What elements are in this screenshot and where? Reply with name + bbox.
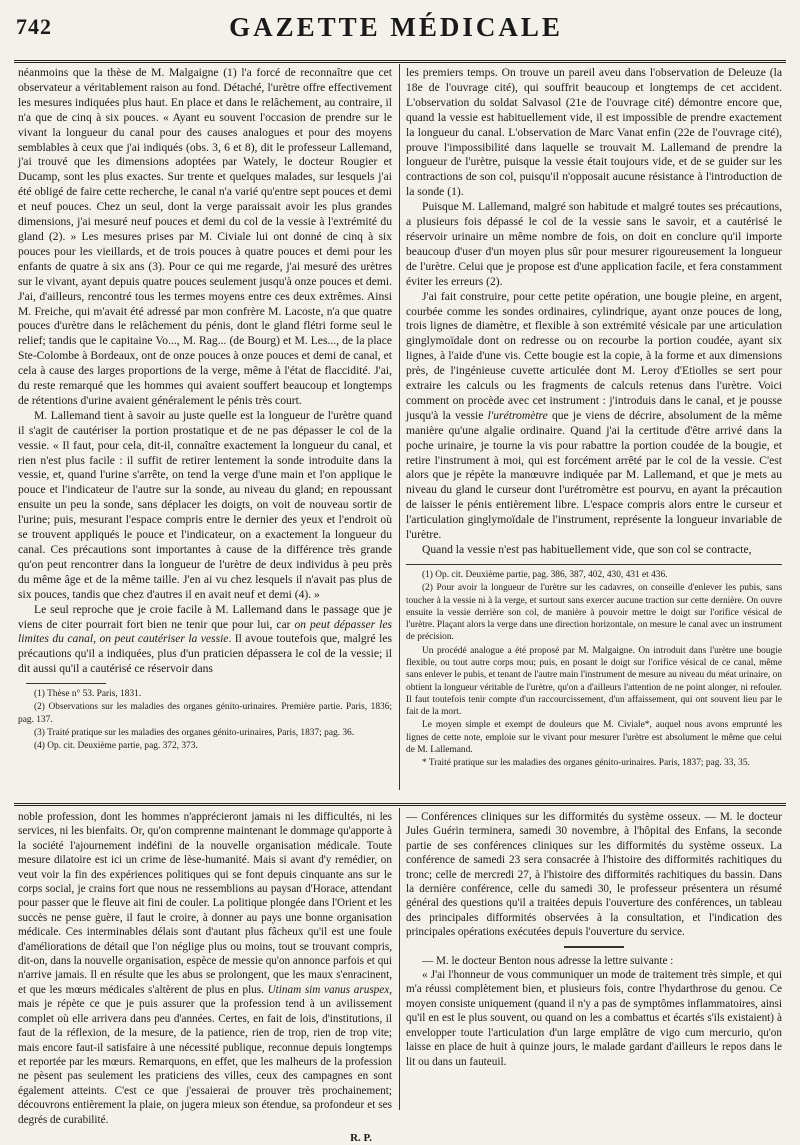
right-footnote: (1) Op. cit. Deuxième partie, pag. 386, 387, 402, 430, 431 et 436. (422, 569, 668, 580)
column-divider (399, 64, 400, 790)
letter-intro: — M. le docteur Benton nous adresse la lettre suivante : (422, 954, 674, 967)
left-paragraph-3 (18, 603, 392, 678)
right-footnote: Le moyen simple et exempt de douleurs que M. Civiale*, auquel nous avons emprunté les lignes de cette note, emploie sur le vivant pour mesurer l'urètre est absolument le même que celui de M. Lallemand. (406, 720, 782, 756)
latin-quote: Utinam sim vanus aruspex (267, 983, 390, 996)
lower-column-divider (399, 808, 400, 1110)
left-paragraph-3-text: Le seul reproche que je croie facile à M. Lallemand dans le passage que je viens de citer pourrait fort bien ne tenir que pour lui, car (18, 602, 392, 631)
page-number: 742 (16, 14, 52, 39)
left-footnote: (1) Thèse n° 53. Paris, 1831. (34, 689, 142, 700)
right-paragraph-3-end: que je viens de décrire, absolument de la même manière qu'une algalie ordinaire. Quand j'ai la certitude d'être arrivé dans la poche urinaire, je tourne la vis pour rabattre la portion coudée de la bougie, et retire l'instrument à moi, qui est forcément arrêté par le col de la vessie. C'est alors que je répète la manœuvre indiquée par M. Lallemand, et que je mets au niveau du gland le curseur dont l'urétromètre est pourvu, en ayant la précaution de laisser le pénis entièrement libre. L'espace compris alors entre le curseur et l'articulation ginglymoïdale de l'instrument, représente la longueur invariable de l'urètre. (406, 408, 782, 542)
right-paragraph-3-text: J'ai fait construire, pour cette petite opération, une bougie pleine, en argent, courbée comme les sondes ordinaires, cylindrique, ayant onze pouces de long, trois lignes de diamètre, et flexible à son extrémité vésicale par une articulation ginglymoïdale dont on redresse ou on recourbe la portion coudée, ayant six lignes, à l'aide d'une vis. Cette bougie est la copie, à la forme et aux dimensions près, de l'ingénieuse cuvette articulée dont M. Leroy d'Etiolles se sert pour extraire les calculs ou les fragments de calculs retenus dans l'urètre. Voici comment on procède avec cet instrument : j'introduis dans le canal, et je pousse jusqu'à la vessie (406, 289, 782, 422)
left-column (18, 66, 392, 790)
section-rule (14, 803, 786, 806)
page-header (14, 10, 778, 60)
right-footnote: * Traité pratique sur les maladies des organes génito-urinaires. Paris, 1837; pag. 33, 35. (422, 758, 750, 769)
right-paragraph-1: les premiers temps. On trouve un pareil aveu dans l'observation de Deleuze (la 18e de l'ouvrage cité), qui souffrit beaucoup et longtemps de cet accident. L'observation du soldat Salvasol (21e de l'ouvrage cité) démontre encore que, quand la vessie est habituellement vide, il est impossible de prendre exactement la longueur du canal. L'observation de Marc Vanat enfin (22e de l'ouvrage cité), prouve l'impossibilité dans laquelle se trouvait M. Lallemand de prendre la longueur de l'urètre, puisque la vessie était toujours vide, et de se guider sur les contractions de son col, puisqu'il n'opposait aucune résistance à l'introduction de la sonde (1). (406, 66, 782, 199)
right-paragraph-2: Puisque M. Lallemand, malgré son habitude et malgré toutes ses précautions, a plusieurs fois dépassé le col de la vessie sans le savoir, et a cautérisé le réservoir urinaire un même nombre de fois, on doit en conclure qu'il importe beaucoup d'user d'un moyen plus sûr pour mesurer rigoureusement la longueur de l'urètre. Celui que je propose est d'une application facile, et fera constamment éviter les erreurs (2). (406, 200, 782, 288)
signature: R. P. (350, 1131, 372, 1144)
footnote-separator (406, 564, 782, 565)
left-footnote: (4) Op. cit. Deuxième partie, pag. 372, 373. (34, 741, 198, 752)
urethrometre-term: l'urétromètre (487, 408, 548, 422)
left-paragraph-2: M. Lallemand tient à savoir au juste quelle est la longueur de l'urètre quand il s'agit de cautériser la portion prostatique et de ne pas dépasser le col de la vessie. « Il faut, pour cela, dit-il, connaître exactement la longueur du canal, et rien n'est plus facile : il suffit de retirer lentement la sonde introduite dans la vessie, et, quand l'urine s'arrête, on tend la verge d'une main et l'on applique le pouce et l'indicateur de l'autre sur la sonde, au niveau du gland; en repoussant ensuite un peu la sonde, sans déplacer les doigts, on voit de nouveau sortir de l'urine; puis, mesurant l'espace compris entre le dernier des yeux et l'endroit où se trouvent appliqués le pouce et l'indicateur, on a exactement la longueur du canal. Ces précautions sont importantes à cause de la différence très grande qu'on peut rencontrer dans la longueur de l'urètre de deux individus à peu près du même âge et de la même taille. J'en ai vu chez lesquels il n'avait pas plus de six pouces, tandis que chez d'autres il en avait neuf et demi (4). » (18, 408, 392, 601)
left-paragraph-3-end: . Il avoue toutefois que, malgré les précautions qu'il a indiquées, plus d'un praticien dépassera le col de la vessie; il dit aussi qu'il a cautérisé ce réservoir dans (18, 632, 392, 676)
conferences-notice: — Conférences cliniques sur les difformités du système osseux. — M. le docteur Jules Guérin terminera, samedi 30 novembre, à l'hôpital des Enfans, la seconde partie de ses conférences cliniques sur les difformités du système osseux. La conférence de samedi 23 sera consacrée à l'histoire des difformités rachitiques du tronc; celle de mercredi 27, à l'histoire des difformités rachitiques du bassin. Dans la dernière conférence, celle du samedi 30, le professeur présentera un résumé général des questions qu'il a traitées depuis l'ouverture des conférences, un tableau des principales difformités observées à la consultation, et l'indication des principales opérations exécutées depuis l'ouverture du service. (406, 811, 782, 939)
right-footnote: (2) Pour avoir la longueur de l'urètre sur les cadavres, on conseille d'enlever les pubis, sans toucher à la vessie ni à la verge, et surtout sans exercer aucune traction sur cette dernière. On ouvre ensuite la vessie derrière son col, de manière à pouvoir mettre le doigt sur l'orifice vésical de l'urètre. Plaçant alors la verge dans une direction horizontale, on mesure le canal avec un instrument de précision. (406, 583, 782, 643)
lower-left-column (18, 810, 393, 1144)
letter-body: « J'ai l'honneur de vous communiquer un mode de traitement très simple, et qui m'a réussi complètement bien, et plusieurs fois, contre l'hydarthrose du genou. Ce moyen consiste uniquement (quand il n'y a pas de symptômes inflammatoires, ainsi qu'il en est le plus souvent, ou quand on les a combattus et écartés s'ils existaient) à envelopper toute l'articulation d'un large emplâtre de vigo cum mercurio, qu'on laisse en place de huit à quinze jours, le malade gardant d'ailleurs le repos dans le lit ou dans un fauteuil. (406, 969, 782, 1068)
right-column (406, 66, 782, 800)
lower-left-paragraph (18, 810, 392, 1127)
header-rule (14, 60, 786, 63)
left-footnote: (2) Observations sur les maladies des organes génito-urinaires. Première partie. Paris, 1836; pag. 137. (18, 702, 392, 725)
footnote-separator (26, 683, 106, 684)
left-paragraph-3-italic: on peut dépasser les limites du canal, on peut cautériser la vessie (18, 617, 392, 646)
lower-right-column (406, 810, 782, 1110)
right-paragraph-4: Quand la vessie n'est pas habituellement vide, que son col se contracte, (422, 543, 752, 556)
lower-left-text-end: , mais je répète ce que je puis assurer que la profession tend à un avilissement complet où elle arrivera dans peu d'années. Certes, en fait de lois, d'institutions, il faut de la réflexion, de la mesure, de la patience, rien de trop, rien de trop vite; mais encore faut-il satisfaire à une nécessité publique, reconnue depuis longtemps et reportée par les mœurs. Remarquons, en effet, que les malheurs de la profession ne pèsent pas seulement les praticiens des villes, ceux des campagnes en sont également atteints. C'est ce que j'essaierai de prouver très prochainement; découvrons entièrement la plaie, on jugera mieux son étendue, sa profondeur et ses degrés de curabilité. (18, 983, 393, 1126)
separator-dash (564, 946, 624, 948)
lower-left-text: noble profession, dont les hommes n'apprécieront jamais ni les difficultés, ni les services, ni les bienfaits. Or, qu'on comprenne maintenant le dommage qu'apporte à la société l'ajournement indéfini de la nouvelle organisation médicale. Toute mesure dilatoire est ici un crime de lèse-humanité. Mais si avant d'y remédier, on veut voir la fin des expériences politiques qui se font depuis cinquante ans sur le corps social, je crains fort que nous ne ressemblions au paysan d'Horace, attendant pour passer que le fleuve ait fini de couler. La politique plongée dans l'Orient et les succès ne pense guère, il faut le croire, à donner au pays une bonne organisation médicale. Ces interminables délais sont d'autant plus fâcheux qu'il est une foule d'améliorations de détail que l'on néglige plus ou moins, tout se trouvant compris, dit-on, dans la nouvelle organisation, espèce de messie qu'on annonce parfois et qui n'arrive jamais. Il en résulte que les abus se prolongent, que les maux s'enracinent, et que les mœurs médicales s'altèrent de plus en plus. (18, 811, 392, 996)
right-footnote: Un procédé analogue a été proposé par M. Malgaigne. On introduit dans l'urètre une bougie flexible, ou tout autre corps mou; puis, en posant le doigt sur l'orifice vésical de ce canal, même sans enlever le pubis, et tenant de l'autre main l'instrument de mesure au niveau du méat urinaire, on obtient la longueur véritable de l'urètre, qu'on a d'ailleurs l'attention de ne point alonger, ni refouler. Il faut toutefois tenir compte d'un raccourcissement, d'un affaissement, qui ont souvent lieu par le fait de la mort. (406, 645, 782, 718)
left-footnote: (3) Traité pratique sur les maladies des organes génito-urinaires, Paris, 1837; pag. 36. (34, 728, 355, 739)
left-paragraph-1: néanmoins que la thèse de M. Malgaigne (1) l'a forcé de reconnaître que cet observateur a véritablement raison au fond. Détaché, l'urètre offre effectivement les mesures indiquées plus haut. En place et dans le relâchement, au contraire, il n'a que de cinq à six pouces. « Ayant eu souvent l'occasion de prendre sur le vivant la longueur du canal pour des causes analogues et pour des moyens semblables à ceux que j'ai indiqués (obs. 3, 6 et 8), dit le professeur Lallemand, j'ai trouvé que les dimensions adoptées par Wately, le docteur Rougier et Ducamp, sont les plus exactes. Sur trente et quelques malades, sur lesquels j'ai été obligé de faire cette recherche, le canal n'a varié qu'entre sept pouces et demi et neuf pouces. Chez un seul, dont la verge paraissait avoir les plus grandes dimensions, j'ai mesuré neuf pouces et demi du col de la vessie à l'extrémité du gland (2). » Les mesures prises par M. Civiale lui ont donné de cinq à six pouces pour les vieillards, et de trois pouces à quatre pouces et demi pour les enfants de quatre à six ans (3). Pour ce qui me regarde, j'ai mesuré des urètres sur le vivant, ayant depuis quatre pouces seulement jusqu'à onze pouces et demi. J'ai, d'ailleurs, rencontré tous les termes moyens entre ces deux extrêmes. Ainsi M. Freiche, qui m'avait été adressé par mon confrère M. Lacoste, n'a que quatre pouces d'urètre dans le relâchement du pénis, dont le gland flétri forme seul le relief; tandis que le capitaine Vo..., M. Rag... (de Bourg) et M. Les..., de la place Ste-Colombe à Bordeaux, ont de onze pouces à onze pouces et demi de canal, et cela à cause des larges proportions de la verge, même à l'état de flaccidité. J'ai, du reste remarqué que les hommes qui avaient souffert beaucoup et longtemps de rétentions d'urine avaient généralement le pénis très court. (18, 66, 392, 407)
gazette-title: GAZETTE MÉDICALE (229, 12, 563, 42)
right-paragraph-3 (406, 290, 782, 543)
